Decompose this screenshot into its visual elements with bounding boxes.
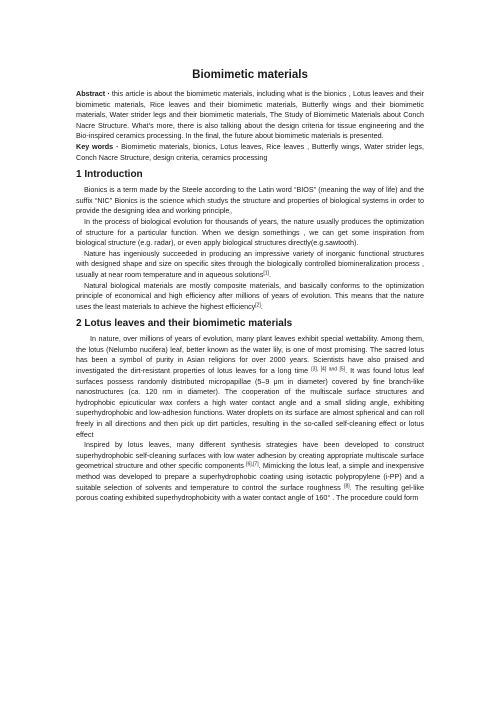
keywords-text: Biomimetic materials, bionics, Lotus leaves, Rice leaves , Butterfly wings, Water strider legs, Conch Nacre Structure, design criteria, ceramics processing: [76, 141, 424, 162]
paragraph-text: In nature, over millions of years of evolution, many plant leaves exhibit special wettability. Among them, the lotus (Nelumbo nucifera) leaf, better known as the water lily, is one of most promising. The sacred lotus has been a symbol of purity in Asian religions for over 2000 years. Scientists have also praised and investigated the dirt-resistant properties of lotus leaves for a long time: [76, 334, 424, 376]
section-heading-introduction: 1 Introduction: [76, 169, 143, 181]
citation: [8]: [344, 483, 350, 490]
citation: [1]: [263, 270, 269, 277]
paragraph-text: Inspired by lotus leaves, many different synthesis strategies have been developed to construct superhydrophobic self-cleaning surfaces with low water adhesion by creating appropriate multiscale surface geometrical structure and other specific components: [76, 440, 424, 471]
abstract: [76, 89, 424, 142]
paragraph-text-end: .: [260, 301, 263, 311]
paragraph: [76, 249, 424, 281]
citation: [6],[7]: [246, 461, 259, 468]
paragraph-text-end: . It was found lotus leaf surfaces possess randomly distributed micropapillae (5–9 μm in diameter) covered by fine branch-like nanostructures (ca. 120 nm in diameter). The cooperation of the multiscale surface structures and hydrophobic epicuticular wax confers a high water contact angle and a small sliding angle, exhibiting superhydrophobic and low-adhesion functions. Water droplets on its surface are almost spherical and can roll freely in all directions and then pick up dirt particles, resulting in the so-called self-cleaning effect or lotus effect: [76, 366, 425, 439]
paragraph: [76, 281, 424, 313]
citation: [2]: [255, 302, 261, 309]
keywords-label: Key words ‧: [76, 141, 119, 151]
citation: [3], [4] and [5]: [311, 366, 346, 373]
paragraph-text: Nature has ingeniously succeeded in producing an impressive variety of inorganic functional structures with designed shape and size on specific sites through the biologically controlled biomineralization process , usually at near room temperature and in aqueous solutions: [76, 248, 424, 279]
paragraph-text-end: . The resulting gel-like porous coating exhibited superhydrophobicity with a water contact angle of 160° . The procedure could form: [76, 482, 424, 503]
paper-title: Biomimetic materials: [192, 69, 308, 81]
section-heading-lotus-leaves: 2 Lotus leaves and their biomimetic materials: [76, 318, 293, 330]
paragraph: [76, 185, 424, 217]
paragraph: [76, 440, 424, 504]
abstract-text: this article is about the biomimetic materials, including what is the bionics , Lotus leaves and their biomimetic materials, Rice leaves and their biomimetic materials, Butterfly wings and their biomimetic materials, Water strider legs and their biomimetic materials, The Study of Biomimetic Materials about Conch Nacre Structure. What’s more, there is also talking about the design criteria for tissue engineering and the Bio-inspired ceramics processing. In the final, the future about biomimetic materials is presented.: [76, 89, 424, 141]
page-content: [76, 68, 424, 504]
paragraph-text-end: .: [268, 269, 271, 279]
paragraph-text: Natural biological materials are mostly composite materials, and basically conforms to the optimization principle of economical and high efficiency after millions of years of evolution. This means that the nature uses the least materials to achieve the highest efficiency: [76, 280, 424, 311]
paragraph-text: Bionics is a term made by the Steele according to the Latin word “BIOS” (meaning the way of life) and the suffix “NIC” Bionics is the science which studys the structure and properties of biological systems in order to provide the designing idea and working principle。: [76, 185, 424, 216]
paragraph: [76, 217, 424, 249]
keywords: [76, 142, 424, 163]
paragraph: [76, 334, 424, 440]
abstract-label: Abstract ‧: [76, 89, 110, 98]
paragraph-text-middle: . Mimicking the lotus leaf, a simple and inexpensive method was developed to prepare a superhydrophobic coating using isotactic polypropylene (i-PP) and a suitable selection of solvents and temperature to control the surface roughness: [76, 461, 424, 492]
paragraph-text: In the process of biological evolution for thousands of years, the nature usually produces the optimization of structure for a particular function. When we design somethings , we can get some inspiration from biological structure (e.g. radar), or even apply biological structures directly(e.g.sawtooth).: [76, 216, 424, 248]
